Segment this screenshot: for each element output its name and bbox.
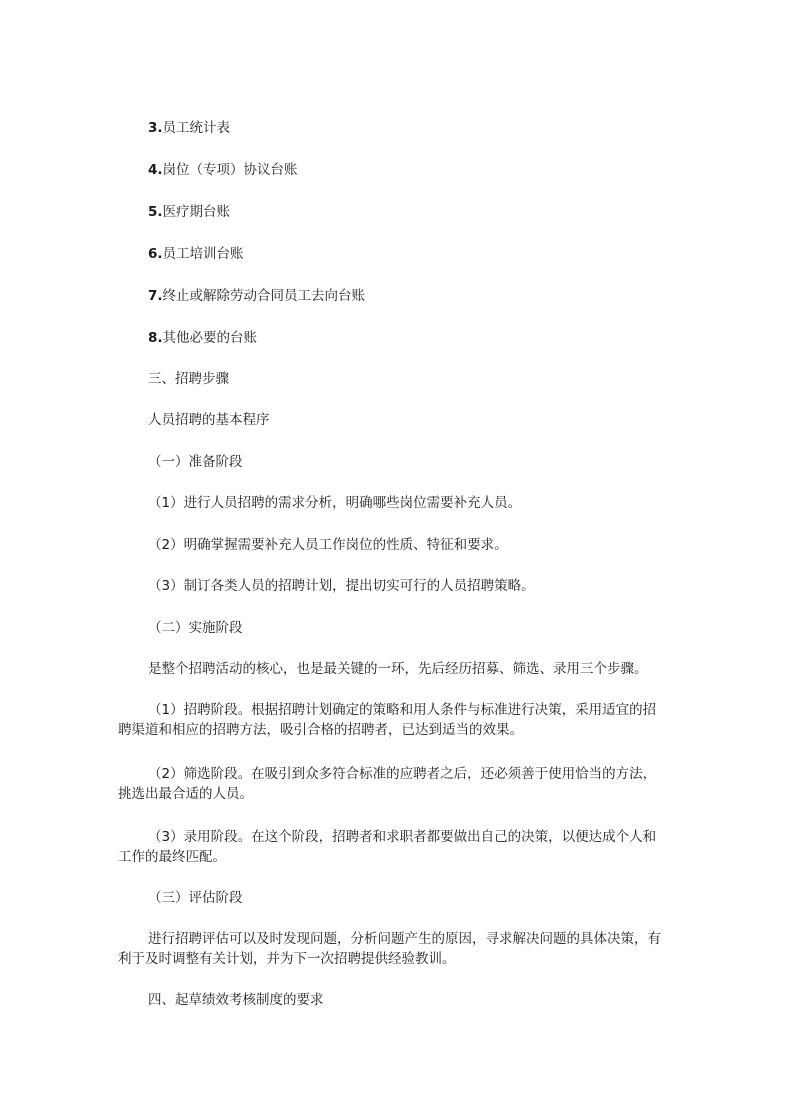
list-item: 8.其他必要的台账 [148, 330, 258, 346]
paragraph: 人员招聘的基本程序 [148, 412, 270, 428]
paragraph: （3）制订各类人员的招聘计划，提出切实可行的人员招聘策略。 [148, 578, 535, 594]
paragraph: （2）筛选阶段。在吸引到众多符合标准的应聘者之后，还必须善于使用恰当的方法，挑选出最合适的人员。 [118, 766, 657, 802]
subsection-heading: （二）实施阶段 [148, 620, 243, 636]
list-item: 7.终止或解除劳动合同员工去向台账 [148, 288, 366, 304]
list-item: 3.员工统计表 [148, 120, 231, 136]
section-heading: 四、起草绩效考核制度的要求 [148, 992, 324, 1008]
list-item: 4.岗位（专项）协议台账 [148, 162, 298, 178]
paragraph: （3）录用阶段。在这个阶段，招聘者和求职者都要做出自己的决策，以便达成个人和工作的最终匹配。 [118, 829, 657, 865]
paragraph: （2）明确掌握需要补充人员工作岗位的性质、特征和要求。 [148, 537, 508, 553]
list-item: 6.员工培训台账 [148, 246, 244, 262]
paragraph: （1）进行人员招聘的需求分析，明确哪些岗位需要补充人员。 [148, 495, 522, 511]
paragraph: 是整个招聘活动的核心，也是最关键的一环，先后经历招募、筛选、录用三个步骤。 [148, 661, 648, 677]
subsection-heading: （一）准备阶段 [148, 454, 243, 470]
paragraph: 进行招聘评估可以及时发现问题，分析问题产生的原因，寻求解决问题的具体决策，有利于及时调整有关计划，并为下一次招聘提供经验教训。 [118, 931, 661, 967]
section-heading: 三、招聘步骤 [148, 371, 229, 387]
paragraph: （1）招聘阶段。根据招聘计划确定的策略和用人条件与标准进行决策，采用适宜的招聘渠道和相应的招聘方法，吸引合格的招聘者，已达到适当的效果。 [118, 702, 657, 738]
subsection-heading: （三）评估阶段 [148, 890, 243, 906]
list-item: 5.医疗期台账 [148, 204, 231, 220]
